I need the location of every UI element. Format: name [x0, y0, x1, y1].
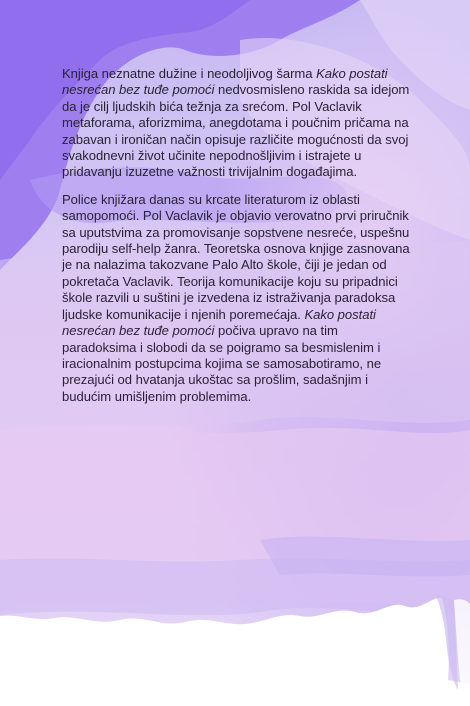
book-title-italic: Kako postati nesrećan bez tuđe pomoći — [62, 306, 376, 339]
blurb-text — [62, 66, 412, 416]
book-title-italic: Kako postati nesrećan bez tuđe pomoći — [62, 66, 388, 98]
paragraph-1-rest: nedvosmisleno raskida sa idejom da je cilj ljudskih bića težnja za srećom. Pol Vaclavik metaforama, aforizmima, anegdotama i poučnim pričama na zabavan i ironičan način opisuje različite mogućnosti da svoj svakodnevni život učinite nepodnošljivim i istrajete u pridavanju izuzetne važnosti trivijalnim događajima. — [62, 82, 410, 180]
paragraph-2-rest: počiva upravo na tim paradoksima i slobodi da se poigramo sa besmislenim i iracionalnim postupcima kojima se samosabotiramo, ne prezajući od hvatanja ukoštac sa prošlim, sadašnjim i budućim umišljenim problemima. — [62, 323, 382, 404]
paragraph-2-intro: Police knjižara danas su krcate literaturom iz oblasti samopomoći. Pol Vaclavik je objavio verovatno prvi priručnik sa uputstvima za promovisanje sopstvene nesreće, uspešnu parodiju self-help žanra. Teoretska osnova knjige zasnovana je na nalazima takozvane Palo Alto škole, čiji je jedan od pokretača Vaclavik. Teorija komunikacije koju su pripadnici škole razvili u suštini je izvedena iz istraživanja paradoksa ljudske komunikacije i njenih poremećaja. — [62, 191, 410, 322]
paragraph-2 — [62, 192, 412, 405]
paragraph-1 — [62, 66, 412, 181]
paragraph-1-intro: Knjiga neznatne dužine i neodoljivog šarma — [62, 66, 317, 81]
